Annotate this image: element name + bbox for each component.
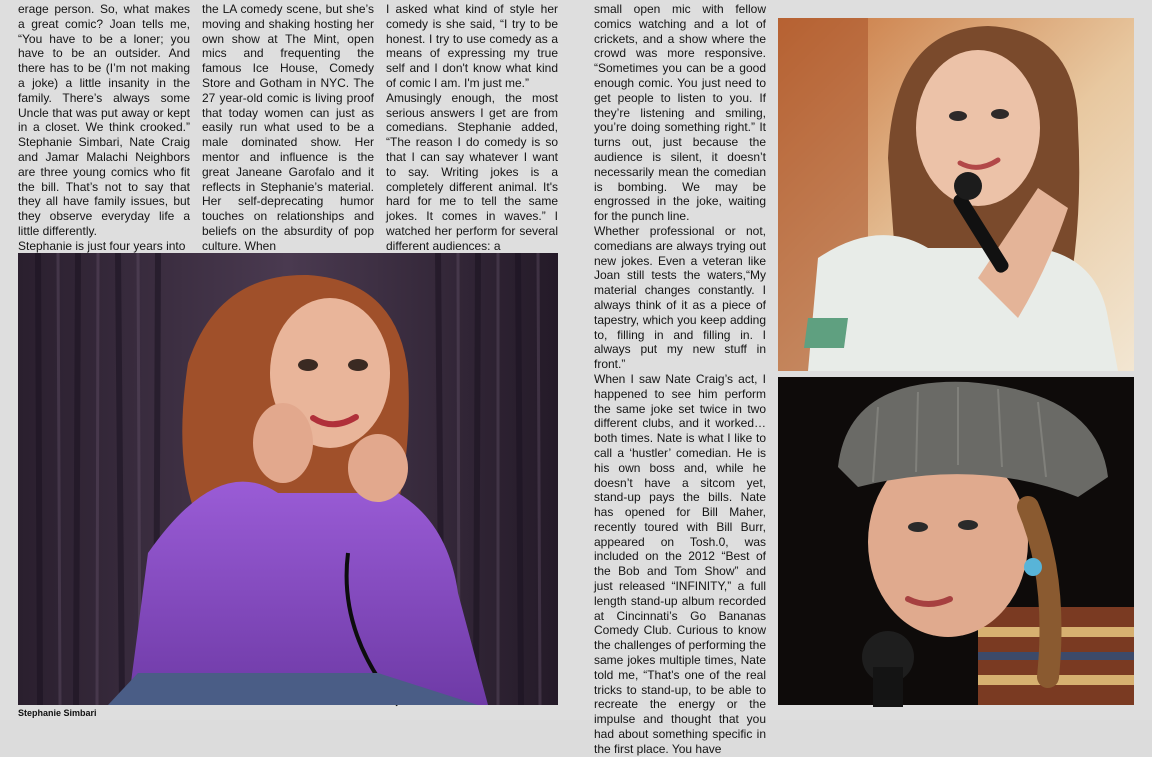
article-column-3	[386, 2, 558, 254]
article-column-2	[202, 2, 374, 254]
paragraph: small open mic with fellow comics watching and a lot of crickets, and a show where the crowd was more responsive. “Sometimes you can be a good enough comic. You just need to get people to listen to you. If they’re listening and smiling, you’re doing something right.” It turns out, just because the audience is silent, it doesn’t necessarily mean the comedian is bombing. We may be engrossed in the joke, waiting for the punch line.	[594, 2, 766, 224]
paragraph: erage person. So, what makes a great comic? Joan tells me, “You have to be a loner; you have to be an outsider. And there has to be (I’m not making a joke) a little insanity in the family. There’s always some Uncle that was put away or kept in a closet. We think crooked.” Stephanie Simbari, Nate Craig and Jamar Malachi Neighbors are three young comics who fit the bill. That’s not to say that they all have family issues, but they observe everyday life a little differently.	[18, 2, 190, 238]
photo-caption: Stephanie Simbari	[18, 708, 97, 718]
paragraph: Whether professional or not, comedians are always trying out new jokes. Even a veteran like Joan still tests the waters,“My material changes constantly. I always think of it as a piece of tapestry, which you keep adding to, filling in and filling in. I always put my new stuff in front.”	[594, 223, 766, 372]
stephanie-beanie-photo	[778, 377, 1134, 705]
stephanie-mic-photo	[778, 18, 1134, 371]
paragraph: When I saw Nate Craig’s act, I happened to see him perform the same joke set twice in two different clubs, and it worked… both times. Nate is what I like to call a ‘hustler’ comedian. He is his own boss and, while he doesn’t have a sitcom yet, stand-up pays the bills. Nate has opened for Bill Maher, recently toured with Bill Burr, appeared on Tosh.0, was included on the 2012 “Best of the Bob and Tom Show” and just released “INFINITY,” a full length stand-up album recorded at Cincinnati’s Go Bananas Comedy Club. Curious to know the challenges of performing the same jokes multiple times, Nate told me, “That's one of the real tricks to stand-up, to be able to recreate the energy or the impulse and thought that you had about something specific in the first place. You have	[594, 371, 766, 756]
paragraph: Stephanie is just four years into	[18, 238, 186, 253]
article-column-1	[18, 2, 190, 254]
paragraph: the LA comedy scene, but she’s moving and shaking hosting her own show at The Mint, open mics and frequenting the famous Ice House, Comedy Store and Gotham in NYC. The 27 year-old comic is living proof that today women can just as easily run what used to be a male dominated show. Her mentor and influence is the great Janeane Garofalo and it reflects in Stephanie’s material. Her self-deprecating humor touches on relationships and beliefs on the absurdity of pop culture. When	[202, 2, 374, 253]
paragraph: I asked what kind of style her comedy is she said, “I try to be honest. I try to use comedy as a means of expressing my true self and I don't know what kind of comic I am. I'm just me.”	[386, 2, 558, 90]
article-column-4	[594, 2, 766, 756]
stephanie-portrait-photo	[18, 253, 558, 705]
paragraph: Amusingly enough, the most serious answers I get are from comedians. Stephanie added, “The reason I do comedy is so that I can say whatever I want to say. Writing jokes is a completely different animal. It's hard for me to tell the same jokes. It comes in waves.” I watched her perform for several different audiences: a	[386, 90, 558, 253]
